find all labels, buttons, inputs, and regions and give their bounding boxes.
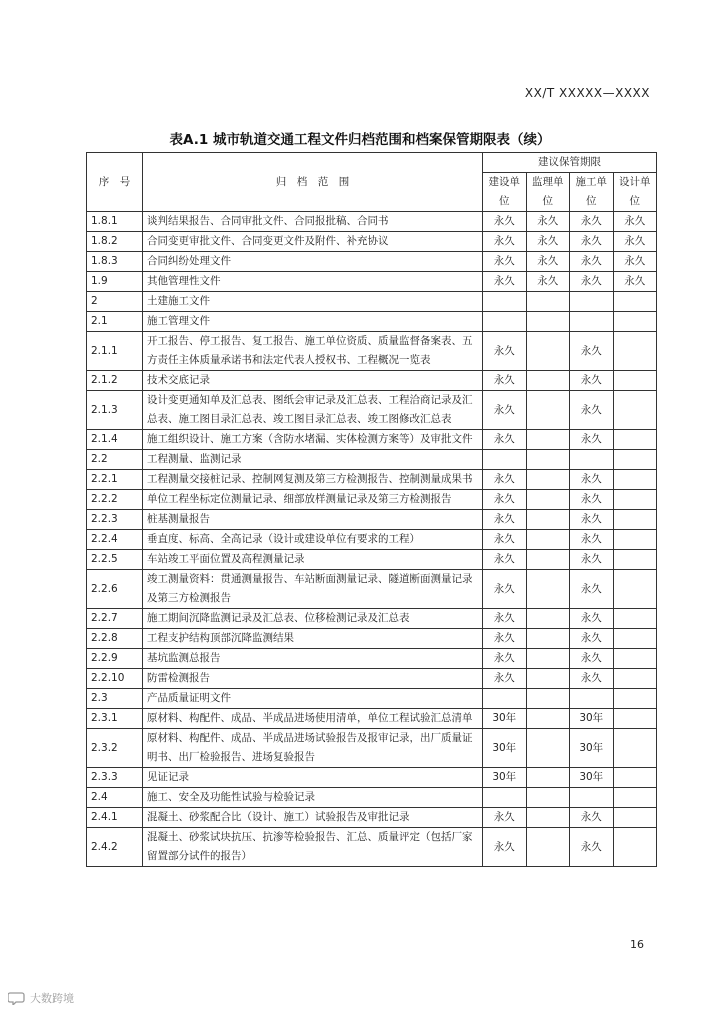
row-scope: 合同纠纷处理文件 — [143, 252, 483, 272]
watermark — [8, 990, 74, 1006]
row-scope: 原材料、构配件、成品、半成品进场试验报告及报审记录，出厂质量证明书、出厂检验报告、进场复验报告 — [143, 729, 483, 768]
row-period-cell: 永久 — [483, 609, 527, 629]
row-period-cell — [613, 629, 657, 649]
table-row — [87, 490, 657, 510]
row-scope: 工程测量交接桩记录、控制网复测及第三方检测报告、控制测量成果书 — [143, 470, 483, 490]
row-period-cell — [570, 312, 614, 332]
row-scope: 技术交底记录 — [143, 371, 483, 391]
row-period-cell: 30年 — [570, 729, 614, 768]
row-period-cell — [613, 689, 657, 709]
row-period-cell — [526, 689, 570, 709]
archive-table — [86, 152, 657, 867]
row-period-cell: 永久 — [526, 212, 570, 232]
row-number: 1.9 — [87, 272, 143, 292]
table-row — [87, 430, 657, 450]
row-period-cell: 永久 — [570, 808, 614, 828]
row-period-cell — [526, 649, 570, 669]
row-period-cell: 永久 — [483, 371, 527, 391]
row-period-cell: 永久 — [570, 232, 614, 252]
row-number: 2.3 — [87, 689, 143, 709]
row-period-cell: 永久 — [613, 272, 657, 292]
row-number: 2.2.1 — [87, 470, 143, 490]
row-period-cell: 30年 — [570, 709, 614, 729]
header-period: 建议保管期限 — [483, 153, 657, 173]
row-number: 2.1 — [87, 312, 143, 332]
row-scope: 车站竣工平面位置及高程测量记录 — [143, 550, 483, 570]
row-period-cell — [526, 510, 570, 530]
header-unit-contractor: 施工单位 — [570, 173, 614, 212]
table-row — [87, 828, 657, 867]
row-number: 2.3.3 — [87, 768, 143, 788]
row-scope: 工程支护结构顶部沉降监测结果 — [143, 629, 483, 649]
row-period-cell — [526, 808, 570, 828]
row-scope: 基坑监测总报告 — [143, 649, 483, 669]
table-row — [87, 649, 657, 669]
header-scope: 归 档 范 围 — [143, 153, 483, 212]
table-row — [87, 272, 657, 292]
row-scope: 土建施工文件 — [143, 292, 483, 312]
table-body — [87, 212, 657, 867]
row-scope: 施工组织设计、施工方案（含防水堵漏、实体检测方案等）及审批文件 — [143, 430, 483, 450]
row-period-cell — [526, 709, 570, 729]
row-period-cell — [526, 570, 570, 609]
row-period-cell — [613, 371, 657, 391]
row-period-cell — [526, 292, 570, 312]
row-period-cell — [526, 312, 570, 332]
row-period-cell: 永久 — [483, 232, 527, 252]
row-period-cell: 30年 — [483, 768, 527, 788]
row-period-cell: 永久 — [570, 490, 614, 510]
row-period-cell — [526, 371, 570, 391]
row-period-cell — [613, 550, 657, 570]
row-period-cell — [613, 609, 657, 629]
row-number: 2.2.10 — [87, 669, 143, 689]
row-number: 2.4.1 — [87, 808, 143, 828]
chat-bubble-icon — [8, 991, 26, 1005]
table-row — [87, 550, 657, 570]
row-period-cell — [526, 768, 570, 788]
table-row — [87, 669, 657, 689]
header-no: 序 号 — [87, 153, 143, 212]
row-period-cell: 永久 — [570, 371, 614, 391]
standard-code: XX/T XXXXX—XXXX — [524, 86, 650, 100]
row-period-cell: 永久 — [570, 629, 614, 649]
row-period-cell — [613, 430, 657, 450]
row-period-cell — [613, 450, 657, 470]
row-period-cell: 永久 — [483, 808, 527, 828]
row-number: 2.1.1 — [87, 332, 143, 371]
table-row — [87, 391, 657, 430]
row-scope: 施工管理文件 — [143, 312, 483, 332]
row-scope: 混凝土、砂浆试块抗压、抗渗等检验报告、汇总、质量评定（包括厂家留置部分试件的报告） — [143, 828, 483, 867]
table-row — [87, 788, 657, 808]
row-period-cell: 永久 — [570, 609, 614, 629]
row-period-cell: 30年 — [483, 729, 527, 768]
watermark-text: 大数跨境 — [30, 992, 74, 1005]
row-period-cell: 永久 — [483, 391, 527, 430]
row-period-cell — [483, 450, 527, 470]
row-number: 2.2.9 — [87, 649, 143, 669]
row-period-cell: 永久 — [570, 332, 614, 371]
row-period-cell: 永久 — [483, 530, 527, 550]
table-row — [87, 629, 657, 649]
row-period-cell: 永久 — [570, 649, 614, 669]
row-period-cell: 永久 — [570, 669, 614, 689]
row-period-cell — [526, 629, 570, 649]
row-period-cell: 永久 — [570, 430, 614, 450]
row-period-cell — [526, 430, 570, 450]
row-period-cell — [526, 828, 570, 867]
row-period-cell — [526, 669, 570, 689]
row-number: 1.8.1 — [87, 212, 143, 232]
table-row — [87, 252, 657, 272]
row-period-cell — [483, 788, 527, 808]
row-number: 2.1.4 — [87, 430, 143, 450]
row-period-cell — [613, 709, 657, 729]
row-period-cell — [613, 729, 657, 768]
row-period-cell: 永久 — [483, 490, 527, 510]
row-scope: 单位工程坐标定位测量记录、细部放样测量记录及第三方检测报告 — [143, 490, 483, 510]
row-scope: 桩基测量报告 — [143, 510, 483, 530]
row-scope: 防雷检测报告 — [143, 669, 483, 689]
row-period-cell — [613, 808, 657, 828]
row-period-cell: 永久 — [570, 828, 614, 867]
row-period-cell: 永久 — [570, 272, 614, 292]
row-period-cell — [526, 788, 570, 808]
row-period-cell: 永久 — [483, 629, 527, 649]
row-period-cell — [613, 312, 657, 332]
row-period-cell — [613, 510, 657, 530]
row-number: 2.2.8 — [87, 629, 143, 649]
row-period-cell: 永久 — [526, 272, 570, 292]
row-scope: 原材料、构配件、成品、半成品进场使用清单，单位工程试验汇总清单 — [143, 709, 483, 729]
row-number: 2.4 — [87, 788, 143, 808]
table-row — [87, 709, 657, 729]
row-period-cell — [613, 768, 657, 788]
row-number: 2.2.5 — [87, 550, 143, 570]
row-number: 2.2.6 — [87, 570, 143, 609]
row-period-cell: 永久 — [570, 510, 614, 530]
row-scope: 见证记录 — [143, 768, 483, 788]
row-period-cell: 永久 — [570, 470, 614, 490]
row-period-cell — [570, 689, 614, 709]
row-period-cell: 永久 — [526, 252, 570, 272]
page-number: 16 — [630, 938, 644, 951]
table-row — [87, 470, 657, 490]
row-period-cell: 永久 — [483, 669, 527, 689]
row-period-cell: 永久 — [483, 212, 527, 232]
row-period-cell — [613, 788, 657, 808]
row-period-cell: 永久 — [570, 550, 614, 570]
row-period-cell — [613, 530, 657, 550]
table-row — [87, 450, 657, 470]
row-period-cell — [570, 292, 614, 312]
table-row — [87, 808, 657, 828]
row-scope: 其他管理性文件 — [143, 272, 483, 292]
row-period-cell — [613, 332, 657, 371]
row-period-cell — [526, 470, 570, 490]
row-scope: 垂直度、标高、全高记录（设计或建设单位有要求的工程） — [143, 530, 483, 550]
row-period-cell: 永久 — [483, 470, 527, 490]
row-period-cell — [526, 490, 570, 510]
header-unit-supervision: 监理单位 — [526, 173, 570, 212]
row-period-cell — [570, 450, 614, 470]
table-row — [87, 212, 657, 232]
row-period-cell — [526, 729, 570, 768]
row-scope: 合同变更审批文件、合同变更文件及附件、补充协议 — [143, 232, 483, 252]
table-row — [87, 232, 657, 252]
row-period-cell: 永久 — [570, 570, 614, 609]
header-unit-construction: 建设单位 — [483, 173, 527, 212]
row-scope: 混凝土、砂浆配合比（设计、施工）试验报告及审批记录 — [143, 808, 483, 828]
row-number: 2.2.2 — [87, 490, 143, 510]
row-number: 2.2 — [87, 450, 143, 470]
row-period-cell: 永久 — [483, 272, 527, 292]
row-number: 1.8.3 — [87, 252, 143, 272]
row-number: 2.1.3 — [87, 391, 143, 430]
row-number: 2.4.2 — [87, 828, 143, 867]
row-period-cell: 永久 — [613, 232, 657, 252]
row-period-cell — [570, 788, 614, 808]
table-row — [87, 570, 657, 609]
table-title: 表A.1 城市轨道交通工程文件归档范围和档案保管期限表（续） — [169, 132, 551, 148]
row-number: 2.3.2 — [87, 729, 143, 768]
row-scope: 施工、安全及功能性试验与检验记录 — [143, 788, 483, 808]
table-row — [87, 609, 657, 629]
row-period-cell — [526, 609, 570, 629]
row-period-cell — [613, 391, 657, 430]
row-number: 2 — [87, 292, 143, 312]
row-number: 1.8.2 — [87, 232, 143, 252]
row-period-cell — [613, 292, 657, 312]
row-period-cell: 永久 — [483, 252, 527, 272]
row-period-cell — [526, 391, 570, 430]
row-period-cell — [613, 669, 657, 689]
row-period-cell — [613, 490, 657, 510]
row-period-cell — [613, 570, 657, 609]
row-number: 2.3.1 — [87, 709, 143, 729]
row-period-cell — [613, 470, 657, 490]
row-scope: 竣工测量资料：贯通测量报告、车站断面测量记录、隧道断面测量记录及第三方检测报告 — [143, 570, 483, 609]
row-scope: 设计变更通知单及汇总表、图纸会审记录及汇总表、工程洽商记录及汇总表、施工图目录汇总表、竣工图目录汇总表、竣工图修改汇总表 — [143, 391, 483, 430]
row-period-cell: 永久 — [570, 530, 614, 550]
row-period-cell — [526, 530, 570, 550]
row-period-cell — [483, 312, 527, 332]
row-number: 2.2.4 — [87, 530, 143, 550]
table-row — [87, 292, 657, 312]
row-period-cell — [483, 292, 527, 312]
row-number: 2.2.3 — [87, 510, 143, 530]
row-scope: 谈判结果报告、合同审批文件、合同报批稿、合同书 — [143, 212, 483, 232]
table-row — [87, 371, 657, 391]
table-row — [87, 312, 657, 332]
row-period-cell — [526, 550, 570, 570]
row-period-cell — [613, 649, 657, 669]
row-period-cell — [613, 828, 657, 867]
row-period-cell: 永久 — [483, 570, 527, 609]
row-period-cell — [526, 450, 570, 470]
table-row — [87, 510, 657, 530]
row-period-cell: 永久 — [526, 232, 570, 252]
table-row — [87, 332, 657, 371]
row-number: 2.1.2 — [87, 371, 143, 391]
row-scope: 工程测量、监测记录 — [143, 450, 483, 470]
table-row — [87, 768, 657, 788]
row-period-cell — [526, 332, 570, 371]
row-period-cell: 永久 — [483, 510, 527, 530]
header-unit-design: 设计单位 — [613, 173, 657, 212]
row-period-cell: 永久 — [570, 391, 614, 430]
row-period-cell: 永久 — [483, 828, 527, 867]
row-period-cell: 永久 — [483, 332, 527, 371]
table-row — [87, 689, 657, 709]
row-scope: 施工期间沉降监测记录及汇总表、位移检测记录及汇总表 — [143, 609, 483, 629]
table-row — [87, 530, 657, 550]
row-period-cell: 30年 — [570, 768, 614, 788]
row-period-cell: 30年 — [483, 709, 527, 729]
row-period-cell: 永久 — [613, 212, 657, 232]
row-period-cell: 永久 — [570, 212, 614, 232]
row-scope: 产品质量证明文件 — [143, 689, 483, 709]
row-period-cell: 永久 — [613, 252, 657, 272]
row-period-cell: 永久 — [483, 430, 527, 450]
row-scope: 开工报告、停工报告、复工报告、施工单位资质、质量监督备案表、五方责任主体质量承诺书和法定代表人授权书、工程概况一览表 — [143, 332, 483, 371]
row-number: 2.2.7 — [87, 609, 143, 629]
row-period-cell — [483, 689, 527, 709]
row-period-cell: 永久 — [483, 550, 527, 570]
table-row — [87, 729, 657, 768]
row-period-cell: 永久 — [570, 252, 614, 272]
row-period-cell: 永久 — [483, 649, 527, 669]
